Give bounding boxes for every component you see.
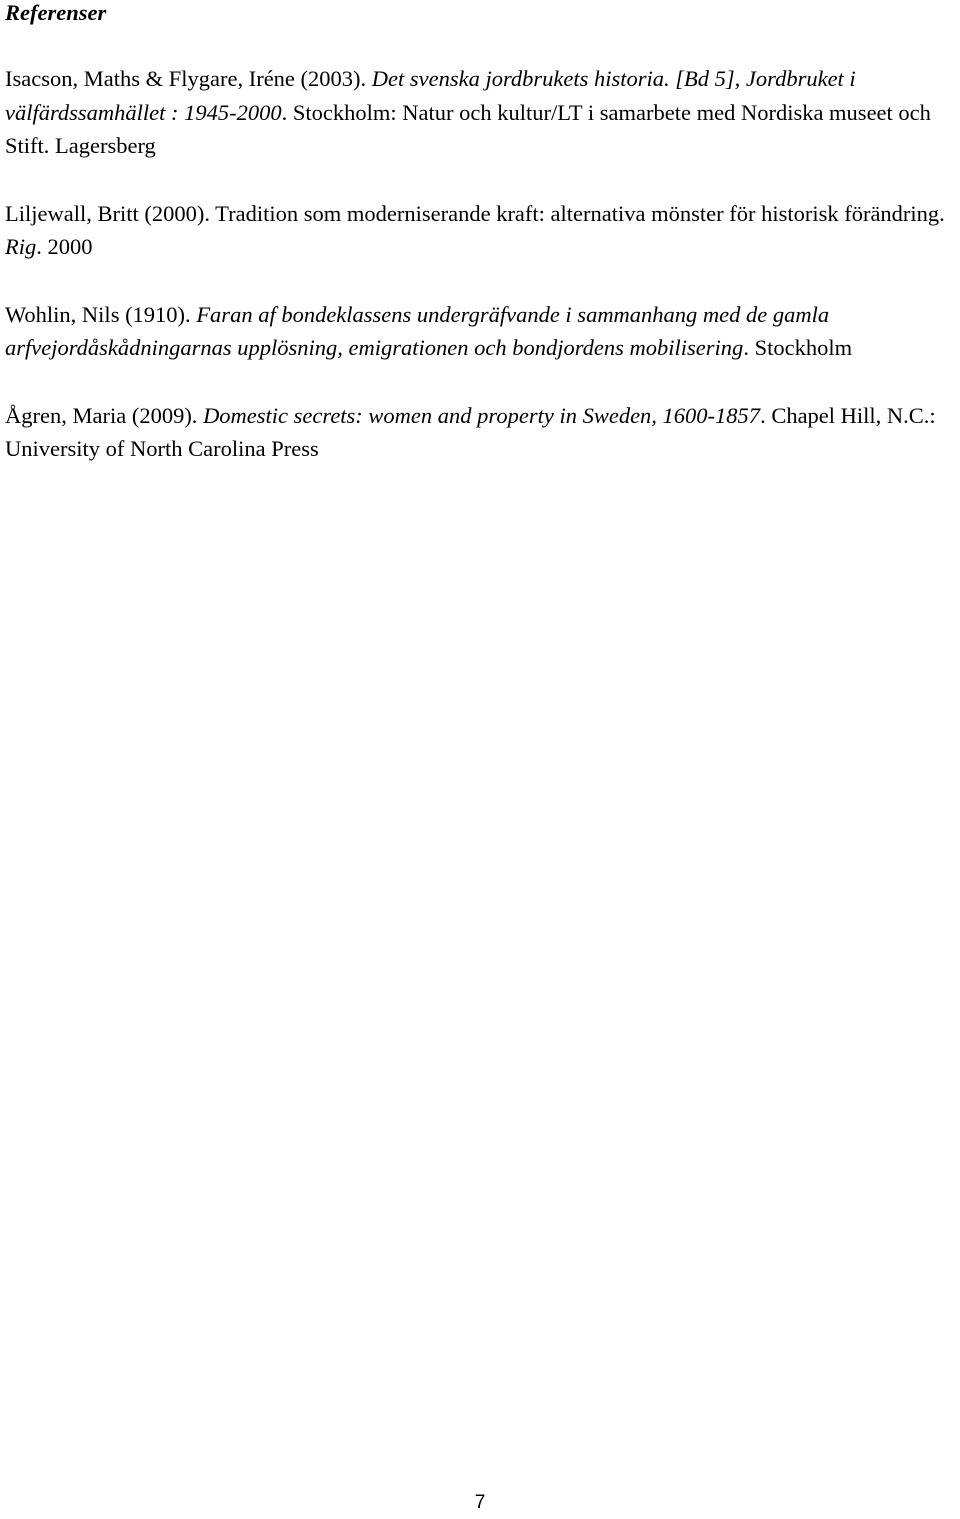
- reference-item: [5, 197, 955, 264]
- reference-item: [5, 399, 955, 466]
- reference-text: Ågren, Maria (2009).: [5, 402, 204, 428]
- reference-text: Isacson, Maths & Flygare, Iréne (2003).: [5, 66, 372, 91]
- reference-item: [5, 62, 955, 163]
- reference-text: Wohlin, Nils (1910).: [5, 301, 197, 327]
- reference-item: [5, 298, 955, 365]
- reference-title: Det svenska jordbrukets historia. [Bd 5], Jordbruket i välfärdssamhället : 1945-2000: [5, 66, 856, 125]
- reference-text: . Chapel Hill, N.C.: University of North Carolina Press: [5, 402, 936, 461]
- reference-title: Faran af bondeklassens undergräfvande i sammanhang med de gamla arfvejordåskådningarnas upplösning, emigrationen och bondjordens mobilisering: [5, 301, 830, 360]
- reference-text: . Stockholm: Natur och kultur/LT i samarbete med Nordiska museet och Stift. Lagersberg: [5, 99, 931, 158]
- reference-text: . Stockholm: [743, 335, 853, 360]
- reference-title: Rig: [5, 234, 37, 259]
- section-heading: Referenser: [5, 0, 107, 25]
- reference-text: . 2000: [36, 234, 93, 259]
- reference-text: Liljewall, Britt (2000). Tradition som moderniserande kraft: alternativa mönster för historisk förändring.: [5, 200, 945, 226]
- page-number: 7: [474, 1492, 486, 1513]
- reference-list: [5, 62, 955, 500]
- reference-title: Domestic secrets: women and property in Sweden, 1600-1857: [203, 402, 761, 428]
